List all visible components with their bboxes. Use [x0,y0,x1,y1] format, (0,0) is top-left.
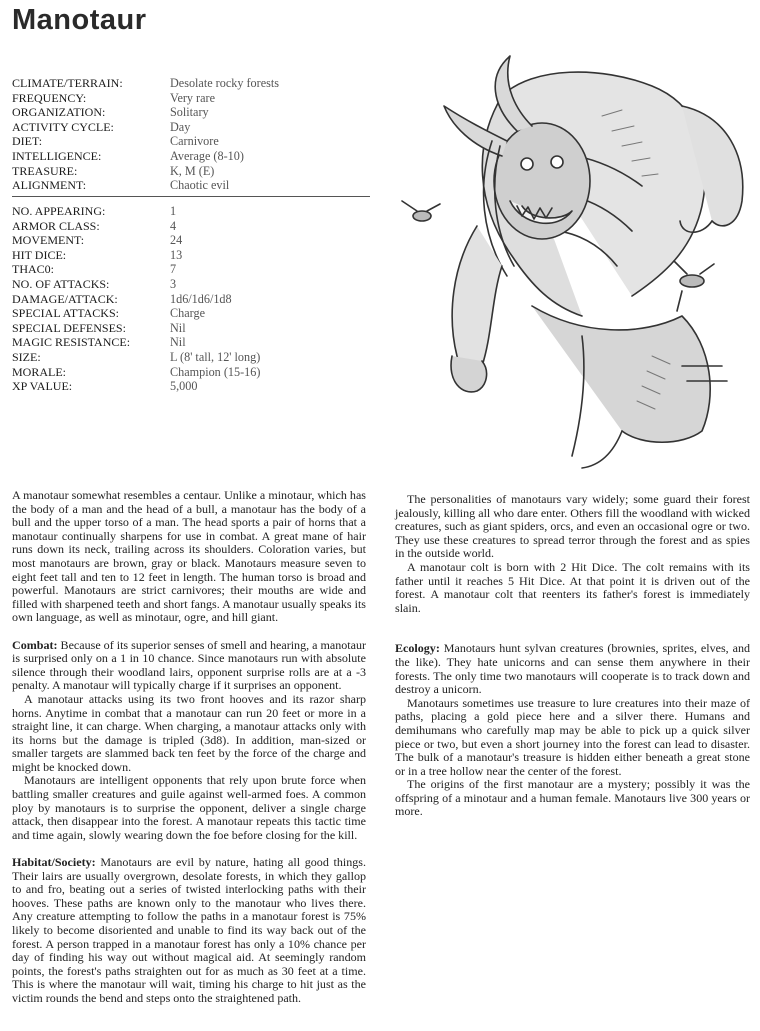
stat-row [12,277,370,292]
stat-label: ACTIVITY CYCLE: [12,119,114,134]
stat-row [12,321,370,336]
stat-row [12,149,370,164]
stat-row [12,134,370,149]
stat-label: MAGIC RESISTANCE: [12,335,131,350]
body-text: Manotaurs hunt sylvan creatures (brownies, sprites, elves, and the like). They hate unicorns and can sense them anywhere in their forests. The only time two manotaurs will cooperate is to track down and destroy a unicorn. [395,641,750,697]
stat-divider [12,196,370,197]
stat-value: 4 [170,218,177,233]
combat-paragraph [12,639,366,693]
stat-row [12,178,370,193]
stat-value: 1d6/1d6/1d8 [170,291,232,306]
stat-row [12,306,370,321]
stat-row [12,262,370,277]
body-paragraph: The personalities of manotaurs vary widely; some guard their forest jealously, killing all who dare enter. Others fill the woodland with wicked creatures, such as giant spiders, orcs, and even an occasional ogre or two. They use these creatures to spread terror through the forest and as spies in the outside world. [395,492,750,561]
stat-block-top [12,76,370,193]
stat-value: 5,000 [170,379,198,394]
stat-row [12,91,370,106]
stat-value: Chaotic evil [170,178,230,193]
stat-value: L (8' tall, 12' long) [170,349,261,364]
stat-value: Charge [170,306,205,321]
stat-row [12,379,370,394]
stat-value: Very rare [170,90,215,105]
stat-row [12,120,370,135]
stat-label: ORGANIZATION: [12,105,106,120]
section-heading: Habitat/Society: [12,855,96,870]
stat-row [12,233,370,248]
body-paragraph: The origins of the first manotaur are a mystery; possibly it was the offspring of a minotaur and a human female. Manotaurs live 300 years or more. [395,777,750,819]
right-column [395,493,750,819]
stat-label: XP VALUE: [12,379,73,394]
stat-label: CLIMATE/TERRAIN: [12,76,123,90]
stat-value: Desolate rocky forests [170,76,279,90]
stat-label: SPECIAL ATTACKS: [12,306,119,321]
section-heading: Combat: [12,637,58,652]
stat-block-bottom [12,204,370,394]
manotaur-illustration [382,36,754,472]
stat-label: NO. APPEARING: [12,204,106,218]
stat-label: DAMAGE/ATTACK: [12,291,118,306]
stat-value: Average (8-10) [170,148,244,163]
stat-value: 1 [170,204,177,218]
stat-row [12,335,370,350]
habitat-paragraph [12,856,366,1006]
stat-value: 3 [170,276,177,291]
stat-row [12,292,370,307]
stat-row [12,76,370,91]
stat-label: THAC0: [12,262,54,277]
stat-label: SPECIAL DEFENSES: [12,320,126,335]
stat-value: Nil [170,335,186,350]
stat-value: Champion (15-16) [170,364,261,379]
stat-label: DIET: [12,134,43,149]
stat-value: 7 [170,262,177,277]
ecology-paragraph [395,642,750,696]
body-text: Because of its superior senses of smell and hearing, a manotaur is surprised only on a 1 in 10 chance. Since manotaurs run with absolute silence through their woodland lairs, opponent surprise rolls are at a -3 penalty. A manotaur will typically charge if it surprises an opponent. [12,637,366,693]
stat-label: HIT DICE: [12,247,67,262]
body-paragraph: Manotaurs are intelligent opponents that rely upon brute force when battling smaller creatures and guile against well-armed foes. A common ploy by manotaurs is to surprise the opponent, deliver a single charge attack, then disappear into the forest. A manotaur repeats this tactic time and time again, slowly wearing down the foe before closing for the kill. [12,773,366,842]
stat-value: K, M (E) [170,163,215,178]
intro-paragraph: A manotaur somewhat resembles a centaur. Unlike a minotaur, which has the body of a man and the head of a bull, a manotaur has the body of a bull and the upper torso of a man. The head sports a pair of horns that a manotaur continually sharpens for use in combat. A great mane of hair runs down its neck, trailing across its shoulders. Coloration varies, but most manotaurs are brown, gray or black. Manotaurs measure seven to eight feet tall and ten to 12 feet in length. The human torso is broad and powerful. Manotaurs are strict carnivores; their mouths are wide and filled with sharpened teeth and short fangs. A manotaur usually speaks its own language, as well as minotaur, ogre, and hill giant. [12,488,366,625]
stat-value: Day [170,119,191,134]
stat-value: 24 [170,233,183,248]
stat-label: INTELLIGENCE: [12,148,102,163]
stat-row [12,204,370,219]
stat-row [12,219,370,234]
stat-row [12,350,370,365]
body-paragraph: Manotaurs sometimes use treasure to lure creatures into their maze of paths, placing a gold piece here and a silver there. Humans and demihumans who carefully map may be able to pick up a quick silver piece or two, but even a short journey into the forest can lead to disaster. The bulk of a manotaur's treasure is hidden either beneath a great stone or in a tree hollow near the center of the forest. [395,695,750,778]
left-column [12,489,366,1006]
stat-label: MORALE: [12,364,66,379]
stat-label: MOVEMENT: [12,233,85,248]
stat-label: ARMOR CLASS: [12,218,100,233]
body-paragraph: A manotaur colt is born with 2 Hit Dice. The colt remains with its father until it reaches 5 Hit Dice. At that point it is driven out of the forest. A manotaur colt that reenters its father's forest is immediately slain. [395,559,750,615]
stat-value: 13 [170,247,183,262]
stat-row [12,248,370,263]
stat-value: Solitary [170,105,209,120]
stat-label: TREASURE: [12,163,78,178]
stat-row [12,105,370,120]
stat-label: FREQUENCY: [12,90,87,105]
stat-label: ALIGNMENT: [12,178,87,193]
stat-value: Nil [170,320,186,335]
page-title: Manotaur [12,4,147,36]
body-text: Manotaurs are evil by nature, hating all good things. Their lairs are usually overgrown, desolate forests, in which they gallop to and fro, beating out a series of twisted interlocking paths with their hooves. These paths are known only to the manotaur who lives there. Any creature attempting to follow the paths in a manotaur forest is 75% likely to become disoriented and unable to find its way back out of the forest. A person trapped in a manotaur forest has only a 10% chance per day of finding his way out without magical aid. At seemingly random points, the forest's paths straighten out for as much as 30 feet at a time. This is where the manotaur will wait, timing his charge to hit just as the victim rounds the bend and steps onto the straightened path. [12,855,366,1005]
body-paragraph: A manotaur attacks using its two front hooves and its razor sharp horns. Anytime in combat that a manotaur can run 20 feet or more in a straight line, it can charge. When charging, a manotaur attacks only with its horns but the damage is tripled (3d8). In addition, man-sized or smaller targets are slammed back ten feet by the force of the charge and might be knocked down. [12,691,366,774]
stat-row [12,164,370,179]
stat-row [12,365,370,380]
stat-label: NO. OF ATTACKS: [12,276,110,291]
stat-label: SIZE: [12,349,41,364]
section-heading: Ecology: [395,641,440,656]
stat-value: Carnivore [170,134,219,149]
